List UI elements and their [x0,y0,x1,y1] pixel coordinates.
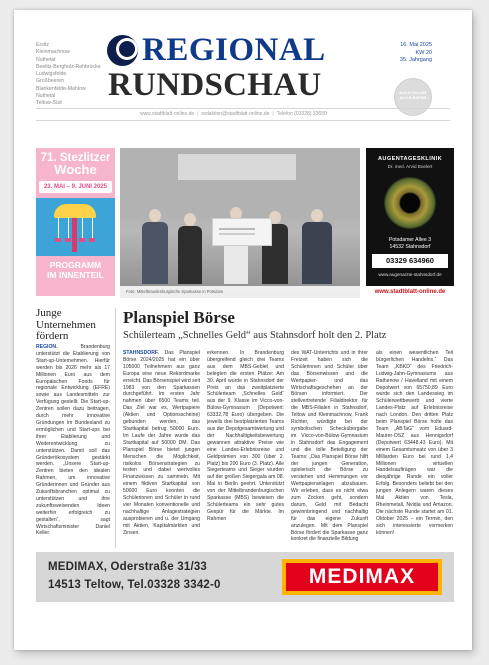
presentation-cheque [212,218,272,246]
article-column-3: des WAT-Unterrichts und in ihrer Freizeit haben sich die Schülerinnen und Schüler über das Börsenwissen und die Wertpapier- und das Wirtschaftsgeschehen an der Börsen informiert. Der stellvertretende Filialdirektor für die MBS-Filialen in Stahnsdorf, Teltow und Kleinmachnow, Frank Richter, würdigte bei der symbolischen Scheckübergabe im Vicco-von-Bülow-Gymnasium in Stahnsdorf das Engagement und die tolle Beteiligung der Teams: „Das Planspiel Börse hilft der jungen Generation, spielerisch die Börse zu verstehen und Hemmungen vor Wertpapieranlagen abzubauen. Wir erleben, dass es nicht etwa zum Zocken geht, sondern darum, Geld mit Bedacht gewinnbringend und nachhaltig für das eigene Zukunft anzulegen. Mit dem Planspiel Börse fördert die Sparkasse ganz konkret die finanzielle Bildung [291,350,368,543]
promo-program [39,260,112,280]
contact-phone: Telefon (03328) 33650 [276,111,327,117]
eye-ad-address [366,237,454,251]
newspaper-page [14,10,472,650]
town-item: Ersitz [36,42,49,48]
column-divider [115,308,116,548]
eye-ad-street: Potsdamer Allee 3 [388,237,432,243]
article-column-1: STAHNSDORF. Das Planspiel Börse 2024/2025 hat ein über 105000 Teilnehmern aus ganz Europa eine neue Rekordmarke erreicht. Das Börsenspiel wird seit 1983 von den Sparkassen durchgeführt. Im ersten Jahr nahmen über 6500 Teams teil. Das Ziel war es, Wertpapiere (Aktien und Optionsscheine) gebunden werden, das Startkapital betrug 50000 Euro. Im Laufe der Jahre wurde das Startkapital auf 50000 DM. Das Planspiel Börse bietet jungen Menschen die Möglichkeit, risikolos Börsenstrategien zu testen und dabei wertvolles Finanzwissen zu sammeln. Mit einem fiktiven Startkapital von 50000 Euro konnten die Schülerinnen und Schüler in rund vier Monaten konventionelle und nachhaltige Anlagestrategien ausprobieren und u. der Umgang mit Aktien, Kapitalmärkten und Zinsen. [123,350,200,536]
eye-ad-title: AUGENTAGESKLINIK [377,156,443,162]
medimax-address: MEDIMAX, Oderstraße 31/33 [48,561,208,573]
article-headline: Planspiel Börse [123,308,235,327]
epaper-stamp-text: AUCH ONLINE ALS E-PAPER [399,90,427,100]
sidebar-dateline: REGION. [36,344,58,350]
issue-volume: 35. Jahrgang [399,57,432,63]
carousel-top [54,204,96,218]
steglitz-week-promo[interactable] [36,148,115,296]
medimax-logo [282,559,442,595]
eye-clinic-ad[interactable] [366,148,454,298]
medimax-logo-text: MEDIMAX [286,563,438,591]
eye-ad-phone: 03329 634960 [372,254,448,268]
article-column-4: als einen wesentlichen Teil bürgerlichen Handelns.“ Das Team „KBKD“ des Friedrich-Ludwig-Jahn-Gymnasiums aus Rathenow / Havelland mit einem Depotwert von 65750,89 Euro wurde sich den Landessieg im Schülerwettbewerb und vierte Landes-Platz auf Erlebnisreise nach London. Den dritten Platz beim Planspiel Börse holte das Team „ABTaG“ vom Eduard-Maurer-OSZ aus Hennigsdorf (Depotwert 63448,43 Euro). Mit einem Gesamtumsatz von über 3 Milliarden Euro bei rund 1,4 Millionen virtuellen Handelsaufträgen war die diesjährige Runde ein voller Erfolg. Besonders beliebt bei den jungen Anlegern waren dieses Mal Aktien von Tesla, Rheinmetall, Nvidia und Amazon. Die nächste Runde startet am 01. Oktober 2025 – ein Termin, den sich interessierte vormerken können! [376,350,453,536]
article-dateline: STAHNSDORF. [123,350,159,356]
eye-image [384,177,436,229]
sidebar-text [36,344,110,537]
eye-ad-city: 14532 Stahnsdorf [389,244,431,250]
contact-website[interactable]: www.stadtblatt-online.de [140,111,195,117]
article-photo [120,148,360,298]
sidebar-body: Brandenburg unterstützt die Etablierung von Start-up-Unternehmen. Hierfür werden bis 2026 mehr als 17 Millionen Euro aus dem Europäischen Fonds für regionale Entwicklung (EFRE) sowie aus Landesmitteln zur Verfügung gestellt. Die Start-up-Zentren sollen dazu beitragen, durch mehr innovative Gründungen im Bundesland zu ermöglichen und Start-ups bei ihrer Etablierung und Weiterentwicklung zu unterstützen. Damit soll das Gründerökosystem gestärkt werden. „Unsere Start-up-Zentren bieten den idealen Rahmen, um innovative Gründerinnen und Gründer aus Zukunftsbranchen optimal zu unterstützen und ihre zukunftsweisenden Ideen weiterhin erfolgreich zu gestalten“, sagt Wirtschaftsminister Daniel Keller. [36,344,110,537]
issue-date: 16. Mai 2025 [400,42,432,48]
town-item: Nuthetal [36,93,56,100]
contact-bar: www.stadtblatt-online.de | redaktion@stadtblatt-online.de | Telefon (03328) 33650 [140,111,327,117]
town-item: Beelitz-Bergholz-Rehbrücke [36,63,101,70]
issue-info [400,42,432,65]
promo-title-line1: 71. Stezlitzer [40,152,111,164]
promo-dates: 23. MAI – 9. JUNI 2025 [39,181,112,193]
town-item: Ludwigsfelde [36,71,67,78]
divider [36,120,450,121]
logo-mark [107,35,138,66]
sidebar-headline: Junge Unternehmen fördern [36,307,96,342]
medimax-ad[interactable] [36,552,454,602]
town-item: Teltow-Süd [36,100,62,107]
masthead-title-regional: REGIONAL [142,32,326,68]
article-column-2: erkennen. In Brandenburg übergreifend gleich drei Teams aus dem MBS-Gebiet und belegten die ersten Plätze: Am 30. April wurde in Stahnsdorf der Preis an das zweitplatzierte Schülerteam „Schnelles Geld“ aus der 9. Klasse im Vicco-von-Bülow-Gymnasium (Depotwert: 63332,78 Euro) übergeben. Die jeweils drei bestplatzierten Teams aus der Depotgesamtwertung und der Nachhaltigkeitsbewertung gewannen attraktive Preise wie eine Landes-Erlebnisreise und Geldprämien von 300 (über 2. Platz) bis 200 Euro (3. Platz). Alle Siegerteams und Sieger wurden auf der großen Siegergala am 08. Mai in Berlin geehrt. Unterstützt von der Mittelbrandenburgischen Sparkasse (MBS) bewiesen die Schülerteams ein sehr gutes Gespür für die Märkte. Im Rahmen [207,350,284,522]
promo-program-line2: IM INNENTEIL [47,270,104,280]
promo-title-line2: Woche [54,162,97,177]
epaper-stamp [394,78,432,116]
town-item: Blankenfelde-Mahlow [36,85,86,92]
town-list [36,42,106,108]
issue-week: KW 20 [415,49,432,56]
town-item: Kleinmachnow [36,49,70,56]
town-item: Nuthetal [36,56,56,63]
medimax-phone: 14513 Teltow, Tel.03328 3342-0 [48,579,221,591]
masthead-title-rundschau: RUNDSCHAU [108,67,322,103]
promo-title [40,153,111,175]
eye-ad-doctor: Dr. med. Arvid Boelert [387,164,433,169]
article-body [123,350,454,546]
article-subhead: Schülerteam „Schnelles Geld“ aus Stahnsdorf holt den 2. Platz [123,330,387,341]
town-item: Großbeeren [36,78,64,85]
stadtblatt-link[interactable]: www.stadtblatt-online.de [366,286,454,298]
promo-program-line1: PROGRAMM [49,260,102,270]
eye-ad-web[interactable]: www.augenarzte-stahnsdorf.de [378,272,442,277]
contact-email[interactable]: redaktion@stadtblatt-online.de [201,111,270,117]
divider [36,108,450,109]
photo-caption: Foto: Mittelbrandenburgische Sparkasse in Potsdam [120,286,360,298]
